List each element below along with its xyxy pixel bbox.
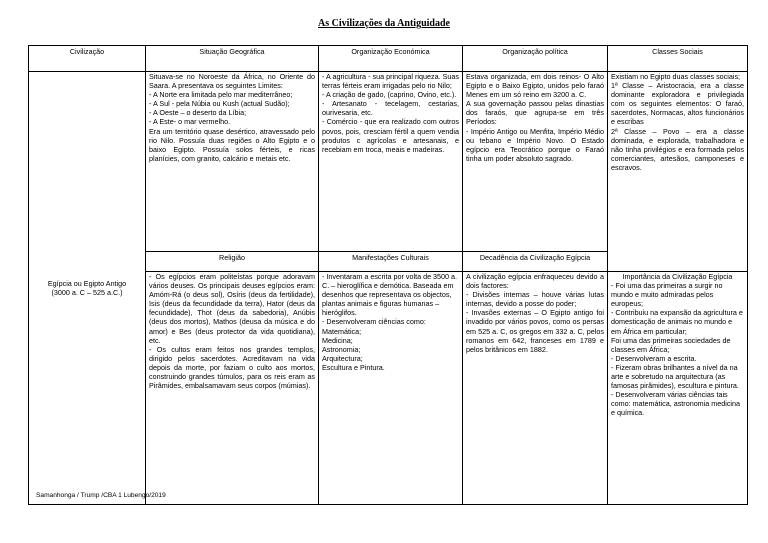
- importancia-text: - Foi uma das primeiras a surgir no mundo e muito admiradas pelos europeus;: [611, 281, 723, 309]
- importancia-text: - Fizeram obras brilhantes a nível da na arte e sobretudo na arquitectura (as famosas pirâmides), escultura e pintura.: [611, 362, 739, 391]
- situacao-text: - A Este- o mar vermelho.: [149, 117, 231, 127]
- situacao-cell: [146, 72, 319, 252]
- header-manifestacoes: Manifestações Culturais: [319, 252, 463, 272]
- decadencia-cell: [463, 272, 608, 505]
- manifestacoes-text: Escultura e Pintura.: [322, 362, 385, 372]
- economica-text: - Comércio - que era realizado com outros povos, pois, cresciam fértil a quem vendia produtos c agrícolas e artesanais, e recebiam em troca, meais e madeiras.: [322, 117, 459, 154]
- situacao-text: - A Oeste – o deserto da Líbia;: [149, 108, 247, 118]
- classes-text: 2ª Classe – Povo – era a classe dominada, e explorada, trabalhadora e não tinha privilégios e era formada pelos comerciantes, artesãos, camponeses e escravos.: [611, 126, 744, 172]
- situacao-text: - A Norte era limitada pelo mar mediterrâneo;: [149, 90, 293, 100]
- economica-cell: [319, 72, 463, 252]
- politica-cell: [463, 72, 608, 252]
- civilization-name: Egípcia ou Egipto Antigo: [47, 278, 127, 288]
- manifestacoes-text: - Inventaram a escrita por volta de 3500 a. C. – hieroglífica e demótica. Baseada em desenhos que representava os objectos, plantas animais e figuras humanas – hieróglifos.: [322, 272, 458, 318]
- header-row: [29, 46, 748, 72]
- header-classes: Classes Sociais: [608, 46, 748, 72]
- economica-text: - Artesanato - tecelagem, cestarias, ourivesaria, etc.: [322, 99, 459, 118]
- politica-text: - Império Antigo ou Menfita, Império Médio ou tebano e Império Novo. O Estado egípcio era Teocrático porque o Faraó tinha um poder absoluto sagrado.: [466, 126, 604, 163]
- manifestacoes-cell: [319, 272, 463, 505]
- politica-text: Estava organizada, em dois reinos- O Alto Egipto e o Baixo Egipto, unidos pelo faraó Menes em um só reino em 3200 a. C.: [466, 72, 604, 100]
- importancia-text: - Desenvolveram várias ciências tais como: matemática, astronomia medicina e química.: [611, 390, 741, 418]
- header-politica: Organização política: [463, 46, 608, 72]
- document-title: As Civilizações da Antiguidade: [318, 18, 450, 29]
- header-decadencia: Decadência da Civilização Egípcia: [463, 252, 608, 272]
- decadencia-text: - Divisões internas – houve várias lutas internas, devido a posse do poder;: [466, 290, 604, 309]
- importancia-text: Foi uma das primeiras sociedades de classes em África;: [611, 335, 731, 354]
- religiao-text: - Os cultos eram feitos nos grandes templos, dirigido pelos sacerdotes. Acreditavam na vida depois da morte, por faziam o culto aos mortos, construindo grandes túmulos, para os reis eram as Pirâmides, embalsamavam seus corpos (múmias).: [149, 344, 315, 391]
- manifestacoes-text: - Desenvolveram ciências como: Matemática;: [322, 317, 426, 336]
- economica-text: - A criação de gado, (caprino, Ovino, etc.).: [322, 90, 457, 100]
- religiao-text: - Os egípcios eram politeístas porque adoravam vários deuses. Os principais deuses egípcios eram: Amóm-Rá (o deus sol), Osíris (deus da fertilidade), Isis (deus da fecundidade da terra), Hator (deus da fecundidade), Thot (deus da sabedoria), Anúbis (deus dos mortos), Mathos (deusa da música e do amor) e Bes (deus protector da vida quotidiana), etc.: [149, 272, 315, 345]
- civilizations-table: [28, 45, 748, 505]
- decadencia-text: A civilização egípcia enfraqueceu devido a dois factores:: [466, 272, 604, 291]
- header-religiao: Religião: [146, 252, 319, 272]
- economica-text: - A agricultura - sua principal riqueza. Suas terras férteis eram irrigadas pelo rio Nilo;: [322, 72, 459, 91]
- manifestacoes-text: Arquitectura;: [322, 353, 363, 363]
- header-economica: Organização Económica: [319, 46, 463, 72]
- civilization-period: (3000 a. C – 525 a.C.): [51, 288, 123, 297]
- footer-credit: Samanhonga / Trump /CBA 1 Lubengo/2019: [36, 492, 166, 499]
- situacao-text: Era um território quase desértico, atravessado pelo rio Nilo. Possuía duas regiões o Alto Egipto e o baixo Egipto. Possuía solos férteis, e ricas planícies, com granito, calcário e metais etc.: [149, 126, 315, 163]
- manifestacoes-text: Astronomia;: [322, 344, 361, 354]
- importancia-text: - Contribuiu na expansão da agricultura e domesticação de animais no mundo e em África em particular;: [611, 308, 743, 336]
- importancia-cell: [608, 272, 748, 505]
- header-situacao: Situação Geográfica: [146, 46, 319, 72]
- situacao-text: - A Sul - pela Núbia ou Kush (actual Sudão);: [149, 99, 290, 109]
- header-importancia: Importância da Civilização Egípcia: [622, 272, 733, 281]
- situacao-text: Situava-se no Noroeste da África, no Oriente do Saara. A presentava os seguintes Limites:: [149, 72, 315, 91]
- classes-text: Existiam no Egipto duas classes sociais;: [611, 72, 741, 81]
- classes-cell: [608, 72, 748, 272]
- decadencia-text: - Invasões externas – O Egipto antigo foi invadido por vários povos, como os persas em 525 a. C, os gregos em 332 a. C, pelos romanos em 642, franceses em 1789 e pelos britânicos em 1882.: [466, 308, 604, 354]
- classes-text: 1ª Classe – Aristocracia, era a classe dominante exploradora e privilegiada com os seguintes elementos: O faraó, sacerdotes, Normacas, altos funcionários e escribas: [611, 81, 744, 127]
- header-civilizacao: Civilização: [29, 46, 146, 72]
- religiao-cell: [146, 272, 319, 505]
- manifestacoes-text: Medicina;: [322, 335, 353, 345]
- content-row-1: [29, 72, 748, 252]
- politica-text: A sua governação passou pelas dinastias dos faraós, que agrupa-se em três Períodos:: [466, 99, 604, 127]
- civilization-cell: [29, 72, 146, 505]
- importancia-text: - Desenvolveram a escrita.: [611, 353, 697, 363]
